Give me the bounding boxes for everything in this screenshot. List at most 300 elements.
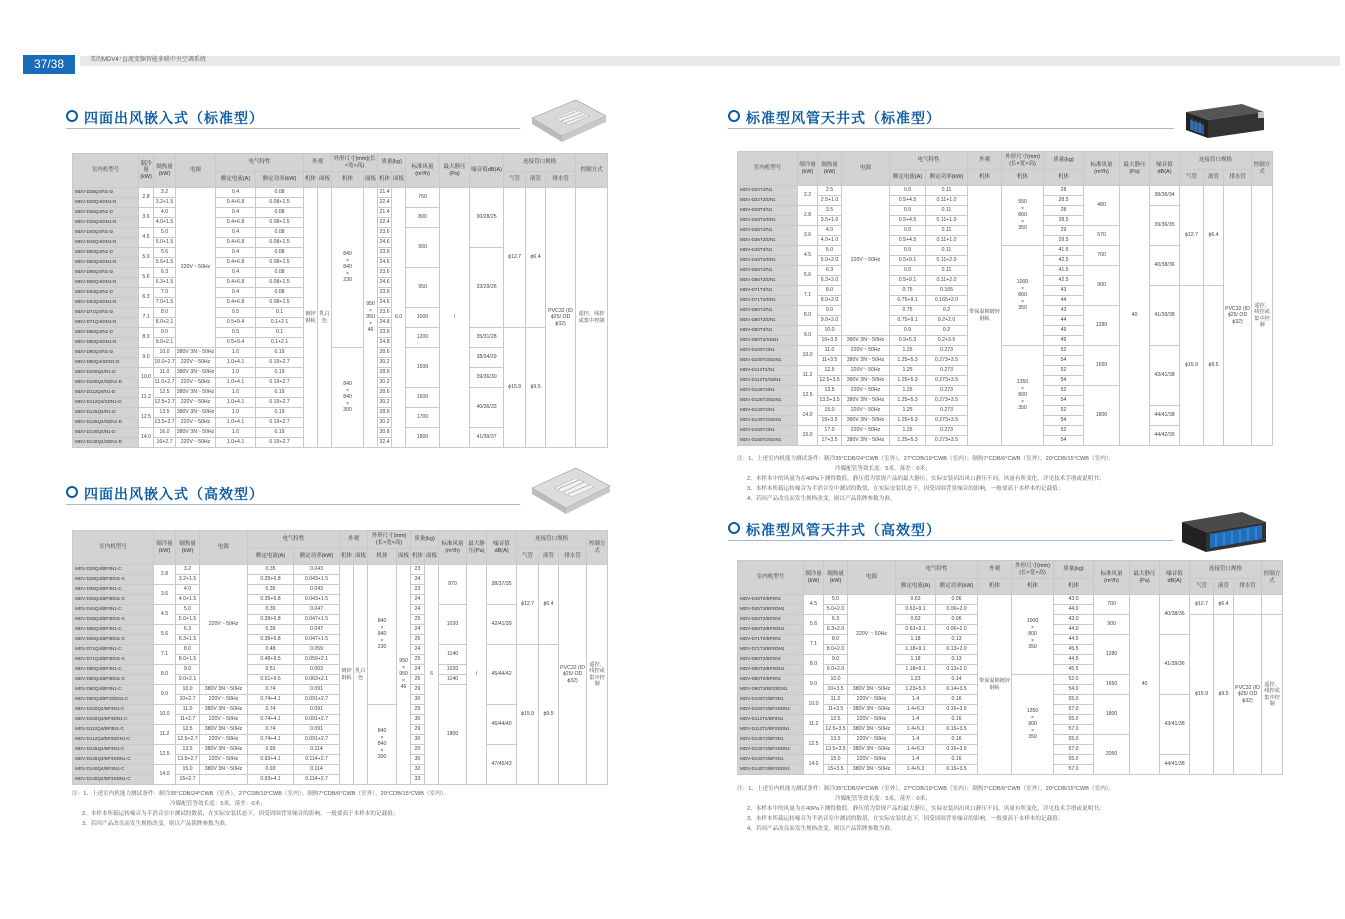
model-cell: MDV-D140Q4/BP3N1-C bbox=[73, 765, 154, 775]
table-cell: 0.39 bbox=[248, 625, 294, 635]
model-cell: MDV-D90Q4/N1-D bbox=[73, 348, 139, 358]
header-cell: 标准风量(m³/h) bbox=[1084, 152, 1120, 186]
table-cell: 220V～50Hz bbox=[176, 418, 216, 428]
table-cell: 0.273 bbox=[926, 426, 968, 436]
table-cell: 5.0 bbox=[139, 248, 154, 268]
stacked-text: 800 bbox=[1028, 721, 1037, 728]
table-cell: 4.0 bbox=[818, 226, 842, 236]
table-cell: 38/37/35 bbox=[487, 565, 517, 605]
header-cell: 质量(kg) bbox=[1054, 561, 1094, 579]
note-line: 2、本样本中的风量为在40Pa下测得数值。静压值为常规产品的最大静压，实际安装因出风口静压不同，风量有所变化，详见技术手册或说明书； bbox=[747, 476, 1105, 482]
table-cell: 13.5 bbox=[154, 408, 176, 418]
model-cell: MDV-D150T2/SDN1 bbox=[738, 436, 798, 446]
stacked-text: 230 bbox=[377, 644, 387, 651]
table-cell: 0.4 bbox=[216, 188, 256, 198]
header-cell: 制热量(kW) bbox=[176, 531, 200, 565]
table-cell: 0.08+1.5 bbox=[256, 218, 304, 228]
stacked-text: 1350 bbox=[1016, 379, 1029, 386]
table-row bbox=[73, 188, 608, 198]
model-cell: MDV-D140Q4/SDN1-D bbox=[73, 438, 139, 448]
table-cell: 3.6 bbox=[139, 208, 154, 228]
table-cell: 0.08 bbox=[256, 268, 304, 278]
table-cell: 30 bbox=[411, 695, 425, 705]
header-cell: 气管 bbox=[517, 549, 539, 565]
table-cell: 700 bbox=[1094, 595, 1130, 615]
table-cell: 0.11 bbox=[926, 206, 968, 216]
model-cell: MDV-D80Q4/BP3DN1-C bbox=[73, 675, 154, 685]
table-cell: 41/39/36 bbox=[1160, 635, 1190, 695]
table-cell: 0.11 bbox=[926, 246, 968, 256]
table-cell: 0.273+3.5 bbox=[926, 356, 968, 366]
table-cell: 4.5 bbox=[154, 605, 176, 625]
table-cell: ϕ6.4 bbox=[1204, 186, 1224, 286]
note-line: 3、本样本所载运转噪音为半消音室中测试的数值，在实际安装状态下，因受周围背景噪音的影响，一般要高于本样本的记载值； bbox=[747, 816, 1064, 822]
table-cell: 41/39/38 bbox=[1150, 286, 1180, 346]
ducted-unit-icon bbox=[1180, 98, 1270, 142]
model-cell: MDV-D71Q4/BP3N1-C bbox=[73, 645, 154, 655]
stacked-text: × bbox=[369, 320, 373, 327]
bullet-icon bbox=[66, 486, 78, 498]
table-cell bbox=[1234, 595, 1262, 615]
table-cell: 0.5+9.1 bbox=[890, 276, 926, 286]
table-cell: 0.4+6.8 bbox=[216, 258, 256, 268]
header-cell: 机体 bbox=[332, 172, 364, 188]
header-cell: 室内机型号 bbox=[738, 152, 798, 186]
model-cell: MDV-D90T2/N1 bbox=[738, 326, 798, 336]
table-cell: 24 bbox=[411, 575, 425, 585]
table-cell: 10.0 bbox=[798, 346, 818, 366]
table-cell: 11+3.5 bbox=[824, 705, 848, 715]
table-cell: 17.0 bbox=[818, 426, 842, 436]
header-cell: 连接管口规格 bbox=[1190, 561, 1262, 579]
table-cell: 1.18+9.1 bbox=[896, 665, 936, 675]
table-cell: 6.3 bbox=[818, 266, 842, 276]
table-cell: ϕ12.7 bbox=[1190, 595, 1214, 615]
table-cell: 9.0 bbox=[818, 306, 842, 316]
table-cell: 7.1 bbox=[139, 308, 154, 328]
header-bar bbox=[80, 56, 1340, 66]
table-cell: 0.043 bbox=[294, 565, 340, 575]
model-cell: MDV-D45T2/DN1 bbox=[738, 256, 798, 266]
header-cell: 外形尺寸(mm)(长×宽×高) bbox=[368, 531, 411, 549]
header-cell: 控制方式 bbox=[587, 531, 608, 565]
table-cell: 29 bbox=[1044, 226, 1084, 236]
table-cell: 5.6 bbox=[154, 248, 176, 258]
table-cell: 0.9+5.3 bbox=[890, 336, 926, 346]
table-cell: 380V 3N～50Hz bbox=[842, 436, 890, 446]
table-cell: 5.6 bbox=[139, 268, 154, 288]
stacked-text: × bbox=[1031, 637, 1035, 644]
table-cell: 1.0+4.1 bbox=[216, 438, 256, 448]
table-cell: 10+2.7 bbox=[176, 695, 200, 705]
table-cell: 25 bbox=[411, 635, 425, 645]
table-cell: 52 bbox=[1044, 346, 1084, 356]
table-cell: 29 bbox=[411, 705, 425, 715]
table-cell: 43.0 bbox=[1054, 595, 1094, 605]
table-cell: 24.6 bbox=[378, 238, 392, 248]
table-cell: 6.0 bbox=[392, 188, 406, 448]
table-cell: 0.14 bbox=[936, 675, 978, 685]
table-cell: 0.273+3.5 bbox=[926, 376, 968, 386]
header-cell: 面板 bbox=[392, 172, 406, 188]
table-cell: 11.2 bbox=[139, 388, 154, 408]
model-cell: MDV-D100T2/SDN1 bbox=[738, 356, 798, 366]
header-cell: 额定电流(A) bbox=[216, 172, 256, 188]
table-cell: PVC32 (ID ϕ25/ OD ϕ32) bbox=[546, 188, 576, 448]
model-cell: MDV-D28T2/DN1 bbox=[738, 216, 798, 226]
header-cell: 液管 bbox=[526, 172, 546, 188]
header-cell: 电源 bbox=[842, 152, 890, 186]
table-cell: 9.0 bbox=[798, 326, 818, 346]
table-cell: 8.0 bbox=[139, 328, 154, 348]
table-cell: 16+2.7 bbox=[154, 438, 176, 448]
table-cell: 0.74 bbox=[248, 685, 294, 695]
header-cell: 机体 bbox=[304, 172, 318, 188]
table-cell: 220V～50Hz bbox=[848, 735, 896, 745]
table-cell: 1.25 bbox=[890, 386, 926, 396]
model-cell: MDV-D56Q4/BP3N1-C bbox=[73, 625, 154, 635]
table-cell: 380V 3N～50Hz bbox=[176, 428, 216, 438]
table-cell: 39/36/35 bbox=[1150, 206, 1180, 246]
table-cell: 3.5+1.0 bbox=[818, 216, 842, 226]
model-cell: MDV-D125T2/N1 bbox=[738, 386, 798, 396]
table-cell: 2.2 bbox=[798, 186, 818, 206]
table-cell: 52 bbox=[1044, 406, 1084, 416]
table-cell: 0.091 bbox=[294, 705, 340, 715]
table-cell: 1700 bbox=[406, 408, 440, 428]
table-cell: 0.063+2.1 bbox=[294, 675, 340, 685]
model-cell: MDV-D125Q4/SDN1-D bbox=[73, 418, 139, 428]
table-cell bbox=[368, 705, 397, 785]
table-cell: 0.273+3.5 bbox=[926, 396, 968, 406]
table-cell: 0.4 bbox=[216, 228, 256, 238]
table-cell: 1.4 bbox=[896, 735, 936, 745]
note-line: 4、若因产品改良而发生规格改变，则以产品铭牌参数为准。 bbox=[747, 826, 896, 832]
table-cell: 2.8 bbox=[139, 188, 154, 208]
table-cell: 25 bbox=[411, 655, 425, 665]
stacked-text: 350 bbox=[1018, 305, 1027, 312]
table-cell: 0.2 bbox=[926, 326, 968, 336]
stacked-text: 350 bbox=[1018, 225, 1027, 232]
table-cell: 0.273 bbox=[926, 386, 968, 396]
table-cell: 6.3+2.0 bbox=[818, 276, 842, 286]
spec-table-ducted-efficient bbox=[737, 560, 1283, 775]
stacked-text: × bbox=[1021, 385, 1025, 392]
header-cell: 标准风量(m³/h) bbox=[406, 154, 440, 188]
table-cell: 0.11+2.0 bbox=[926, 276, 968, 286]
model-cell: MDV-D56T2/DN1 bbox=[738, 276, 798, 286]
table-cell: 1.0+4.1 bbox=[216, 358, 256, 368]
table-cell: 12.5+3.5 bbox=[824, 725, 848, 735]
table-cell: 54 bbox=[1044, 396, 1084, 406]
table-cell: 0.4 bbox=[216, 208, 256, 218]
header-cell: 额定功率(kW) bbox=[926, 170, 968, 186]
table-cell: 0.4+6.8 bbox=[216, 218, 256, 228]
table-cell: 0.5 bbox=[890, 206, 926, 216]
model-cell: MDV-D80T2/DN1 bbox=[738, 316, 798, 326]
table-cell: 44.0 bbox=[1054, 625, 1094, 635]
table-cell: 0.35 bbox=[248, 565, 294, 575]
table-cell: 380V 3N～50Hz bbox=[848, 725, 896, 735]
header-cell: 气管 bbox=[1180, 170, 1204, 186]
table-cell: 14.0 bbox=[804, 755, 824, 775]
header-cell: 电气特性 bbox=[248, 531, 340, 549]
header-cell: 机体 bbox=[378, 172, 392, 188]
table-cell: 6.3 bbox=[154, 268, 176, 278]
header-cell: 制热量(kW) bbox=[154, 154, 176, 188]
table-cell: 33 bbox=[411, 775, 425, 785]
table-cell: 10.0 bbox=[154, 348, 176, 358]
table-cell: 4.5 bbox=[139, 228, 154, 248]
table-cell: PVC32 (ID ϕ25/ OD ϕ32) bbox=[1234, 615, 1262, 775]
table-cell: 0.114 bbox=[294, 765, 340, 775]
table-cell: 13.5+2.7 bbox=[176, 755, 200, 765]
table-cell: 0.5 bbox=[216, 328, 256, 338]
table-cell: 5.0+1.5 bbox=[154, 238, 176, 248]
table-cell: 12.5+2.7 bbox=[176, 735, 200, 745]
model-cell: MDV-D80T2/BP2DN1 bbox=[738, 665, 804, 675]
table-cell: 1.4 bbox=[896, 715, 936, 725]
stacked-text: × bbox=[346, 270, 350, 277]
table-cell: 2050 bbox=[1094, 735, 1130, 775]
table-cell: 0.5 bbox=[890, 246, 926, 256]
table-cell: 4.0 bbox=[154, 208, 176, 218]
stacked-text: × bbox=[402, 664, 406, 671]
table-cell: 1020 bbox=[439, 605, 467, 645]
header-cell: 外观 bbox=[304, 154, 332, 172]
table-cell: 8.0 bbox=[804, 655, 824, 675]
table-cell: ϕ15.9 bbox=[1180, 286, 1204, 446]
model-cell: MDV-D36T2/DN1 bbox=[738, 236, 798, 246]
table-cell: 9.0+2.0 bbox=[824, 665, 848, 675]
table-cell: 9.0 bbox=[154, 685, 176, 705]
stacked-text: 840 bbox=[377, 741, 387, 748]
table-cell: 1800 bbox=[1084, 386, 1120, 446]
stacked-text: 46 bbox=[367, 327, 374, 334]
model-cell: MDV-D36Q4/N1-D bbox=[73, 208, 139, 218]
table-cell: 0.74 bbox=[248, 725, 294, 735]
table-cell: 6.3 bbox=[139, 288, 154, 308]
table-cell: 0.06+2.0 bbox=[936, 625, 978, 635]
model-cell: MDV-D28T2/N1 bbox=[738, 206, 798, 216]
table-cell: 12.5 bbox=[154, 388, 176, 398]
table-cell: 1.23 bbox=[896, 675, 936, 685]
model-cell: MDV-D22T2/DN1 bbox=[738, 196, 798, 206]
table-cell: 42.5 bbox=[1044, 276, 1084, 286]
model-cell: MDV-D22T2/N1 bbox=[738, 186, 798, 196]
table-cell: 0.08+1.5 bbox=[256, 298, 304, 308]
table-cell: 57.0 bbox=[1054, 705, 1094, 715]
model-cell: MDV-D125T2/BP2N1 bbox=[738, 735, 804, 745]
table-cell: 9.0 bbox=[154, 328, 176, 338]
model-cell: MDV-D100Q4/SDN1-D bbox=[73, 378, 139, 388]
table-cell: 1200 bbox=[406, 328, 440, 348]
table-cell: 40 bbox=[1130, 595, 1160, 775]
table-cell: 700 bbox=[1084, 246, 1120, 266]
table-cell: 0.63 bbox=[896, 595, 936, 605]
table-cell: 13.5 bbox=[818, 386, 842, 396]
header-cell: 排水管 bbox=[1224, 170, 1252, 186]
table-cell: 0.5 bbox=[890, 186, 926, 196]
table-cell: 0.5+9.1 bbox=[890, 256, 926, 266]
header-cell: 最大静压(Pa) bbox=[1130, 561, 1160, 595]
table-cell: 1140 bbox=[439, 645, 467, 665]
table-cell: 380V 3N～50Hz bbox=[200, 725, 248, 735]
table-cell: 1.0 bbox=[216, 408, 256, 418]
model-cell: MDV-D80T2/N1 bbox=[738, 306, 798, 316]
table-cell: 220V～50Hz bbox=[848, 715, 896, 725]
table-cell: 30.2 bbox=[378, 418, 392, 428]
table-cell: 0.14+3.5 bbox=[936, 685, 978, 695]
header-cell: 制热量(kW) bbox=[824, 561, 848, 595]
header-cell: 电气特性 bbox=[890, 152, 968, 170]
table-cell: 0.11+1.0 bbox=[926, 216, 968, 226]
table-cell: 0.5+4.5 bbox=[890, 216, 926, 226]
table-cell: 20 bbox=[411, 745, 425, 755]
model-cell: MDV-D140T2/BP2SDN1 bbox=[738, 765, 804, 775]
model-cell: MDV-D36Q4/BP3DN1-C bbox=[73, 595, 154, 605]
table-cell: 12.5+3.5 bbox=[818, 376, 842, 386]
table-cell: 0.4 bbox=[216, 288, 256, 298]
table-cell: 750 bbox=[406, 188, 440, 208]
table-cell: 13.5 bbox=[824, 735, 848, 745]
table-cell: 1.0 bbox=[216, 428, 256, 438]
model-cell: MDV-D45T2/BP2DN1 bbox=[738, 605, 804, 615]
table-cell: 5.0+2.0 bbox=[824, 605, 848, 615]
table-cell: 1600 bbox=[406, 388, 440, 408]
table-cell: 13.5+3.5 bbox=[818, 396, 842, 406]
table-cell: 2.5 bbox=[818, 186, 842, 196]
table-cell: 6.3 bbox=[176, 625, 200, 635]
table-cell: 5.0 bbox=[818, 246, 842, 256]
table-cell: 380V 3N～50Hz bbox=[848, 705, 896, 715]
table-cell: 0.16+3.5 bbox=[936, 745, 978, 755]
table-cell: 12.5 bbox=[154, 745, 176, 765]
table-cell: 23 bbox=[411, 585, 425, 595]
model-cell: MDV-D80T2/BP2N1 bbox=[738, 655, 804, 665]
table-cell: 0.1 bbox=[256, 308, 304, 318]
table-cell: 54 bbox=[1044, 416, 1084, 426]
table-cell: 220V～50Hz bbox=[176, 438, 216, 448]
table-cell: 1800 bbox=[439, 685, 467, 785]
table-cell bbox=[397, 565, 411, 785]
table-cell: 0.11 bbox=[926, 226, 968, 236]
table-cell: 0.1+2.1 bbox=[256, 338, 304, 348]
bullet-icon bbox=[66, 110, 78, 122]
table-cell: 220V～50Hz bbox=[176, 378, 216, 388]
table-cell: 0.93 bbox=[248, 745, 294, 755]
table-cell: 220V～50Hz bbox=[176, 188, 216, 348]
header-cell: 额定电流(A) bbox=[890, 170, 926, 186]
table-cell: PVC32 (ID ϕ25/ OD ϕ32) bbox=[1224, 186, 1252, 446]
table-cell: 10.0 bbox=[176, 685, 200, 695]
model-cell: MDV-D80Q4/BP3N1-C bbox=[73, 665, 154, 675]
model-cell: MDV-D45Q4/N1-D bbox=[73, 228, 139, 238]
spec-table-cassette-standard bbox=[72, 153, 608, 448]
header-cell: 连接管口规格 bbox=[517, 531, 587, 549]
table-cell: ϕ15.9 bbox=[1190, 615, 1214, 775]
header-cell: 气管 bbox=[504, 172, 526, 188]
model-cell: MDV-D56Q4/DN1-D bbox=[73, 278, 139, 288]
table-cell bbox=[1002, 346, 1044, 446]
table-cell: 30.2 bbox=[378, 378, 392, 388]
table-cell bbox=[364, 188, 378, 448]
table-cell: 44 bbox=[1044, 296, 1084, 306]
table-cell: 9.0+2.1 bbox=[154, 338, 176, 348]
model-cell: MDV-D28Q4/BP3N1-C bbox=[73, 565, 154, 575]
table-cell: 45.5 bbox=[1054, 645, 1094, 655]
header-cell: 控制方式 bbox=[1252, 152, 1273, 186]
table-cell bbox=[368, 565, 397, 705]
header-cell: 机体 bbox=[411, 549, 425, 565]
table-cell: 0.047 bbox=[294, 605, 340, 615]
table-cell: 1000 bbox=[406, 308, 440, 328]
table-cell: 29 bbox=[411, 685, 425, 695]
table-cell: 28.6 bbox=[378, 348, 392, 358]
table-cell: 0.19 bbox=[256, 348, 304, 358]
table-cell: 44/42/39 bbox=[1150, 426, 1180, 446]
table-cell: 乳白色 bbox=[318, 188, 332, 448]
table-cell: 0.08 bbox=[256, 248, 304, 258]
table-cell: 23.6 bbox=[378, 328, 392, 338]
table-cell: 1.25+5.3 bbox=[890, 376, 926, 386]
table-cell: ϕ6.4 bbox=[539, 565, 559, 645]
table-cell: 220V～50Hz bbox=[848, 695, 896, 705]
table-cell: 4.5 bbox=[798, 246, 818, 266]
table-cell: 25 bbox=[411, 615, 425, 625]
model-cell: MDV-D45Q4/DN1-D bbox=[73, 238, 139, 248]
header-cell: 外形尺寸(mm)(长×宽×高) bbox=[332, 154, 378, 172]
table-cell: 46/44/40 bbox=[487, 705, 517, 745]
table-cell: ϕ12.7 bbox=[517, 565, 539, 645]
table-cell: 25 bbox=[411, 675, 425, 685]
table-cell: 220V～50Hz bbox=[842, 346, 890, 356]
header-cell: 机体 bbox=[1002, 170, 1044, 186]
table-cell: 10.0 bbox=[139, 368, 154, 388]
header-cell: 额定功率(kW) bbox=[936, 579, 978, 595]
table-cell: 15.0 bbox=[818, 406, 842, 416]
table-cell: 12.5 bbox=[798, 386, 818, 406]
spec-table-ducted-standard bbox=[737, 151, 1273, 446]
table-cell: 0.2+2.0 bbox=[926, 316, 968, 326]
table-cell: 11+3.5 bbox=[818, 356, 842, 366]
table-cell: 41.5 bbox=[1044, 266, 1084, 276]
table-cell: 1.25+5.3 bbox=[890, 416, 926, 426]
table-cell: ϕ9.5 bbox=[1214, 615, 1234, 775]
stacked-text: 800 bbox=[1018, 292, 1027, 299]
table-cell: 0.11+1.0 bbox=[926, 236, 968, 246]
header-cell: 电气特性 bbox=[896, 561, 978, 579]
table-cell: 43/41/38 bbox=[1150, 346, 1180, 406]
table-cell: 0.19+2.7 bbox=[256, 378, 304, 388]
table-cell: 42.5 bbox=[1044, 256, 1084, 266]
table-cell: 0.19+2.7 bbox=[256, 438, 304, 448]
table-cell: 900 bbox=[1094, 615, 1130, 635]
table-cell: 7.0 bbox=[154, 288, 176, 298]
header-text: 美的MDV4⁺直流变频智能多联中央空调系统 bbox=[90, 57, 206, 63]
table-cell: 24.6 bbox=[378, 278, 392, 288]
table-cell: 0.19+2.7 bbox=[256, 398, 304, 408]
table-cell: 24.8 bbox=[378, 318, 392, 328]
table-cell: 5.6+1.5 bbox=[154, 258, 176, 268]
table-cell: 11.2 bbox=[798, 366, 818, 386]
table-cell: 44.0 bbox=[1054, 605, 1094, 615]
table-cell: 0.93+4.1 bbox=[248, 775, 294, 785]
table-cell: 6.3+2.0 bbox=[824, 625, 848, 635]
model-cell: MDV-D56Q4/N1-D bbox=[73, 268, 139, 278]
table-cell: 380V 3N～50Hz bbox=[176, 388, 216, 398]
table-cell: 380V 3N～50Hz bbox=[848, 745, 896, 755]
